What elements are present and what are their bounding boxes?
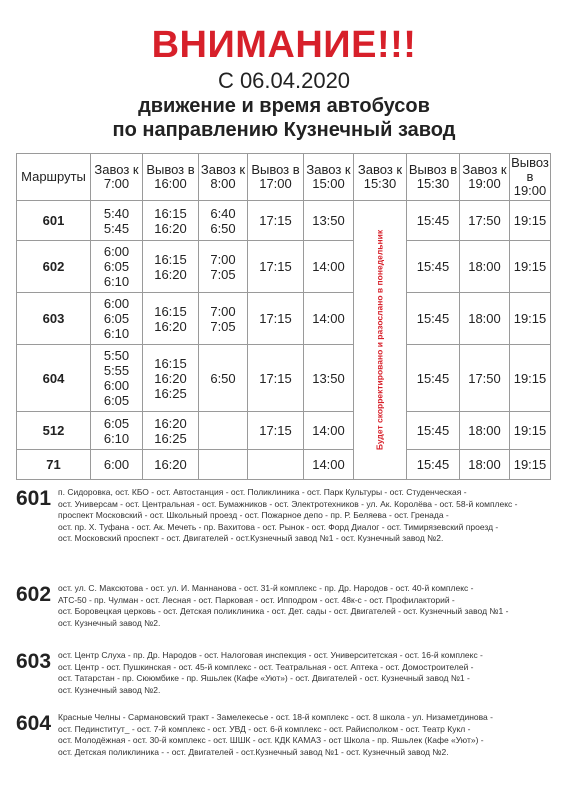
notice-title: ВНИМАНИЕ!!! <box>151 24 417 66</box>
time-cell: 16:20 <box>143 450 199 480</box>
time-cell <box>199 450 248 480</box>
time-cell: 5:40 5:45 <box>91 201 143 241</box>
subtitle-line-1: движение и время автобусов <box>138 95 430 117</box>
route-number: 604 <box>16 712 52 735</box>
col-header: Завоз к 15:00 <box>304 154 354 201</box>
stops-line: АТС-50 - пр. Чулман - ост. Лесная - ост. Парковая - ост. Ипподром - ост. 48к-с - ост. Профилакторий - <box>58 594 455 605</box>
route-cell: 603 <box>17 293 91 345</box>
table-row <box>17 345 551 412</box>
route-cell: 602 <box>17 241 91 293</box>
stops-line: п. Сидоровка, ост. КБО - ост. Автостанция - ост. Поликлиника - ост. Парк Культуры - ост. Студенческая - <box>58 487 467 497</box>
col-header: Завоз к 8:00 <box>199 154 248 201</box>
stops-line: ост. Московский проспект - ост. Двигателей - ост.Кузнечный завод №1 - ост. Кузнечный завод №2. <box>58 533 444 543</box>
time-cell: 19:15 <box>510 293 551 345</box>
time-cell: 18:00 <box>460 241 510 293</box>
stops-line: ост. Кузнечный завод №2. <box>58 617 161 628</box>
time-cell <box>199 412 248 450</box>
table-row <box>17 412 551 450</box>
route-cell: 601 <box>17 201 91 241</box>
time-cell: 14:00 <box>304 450 354 480</box>
stops-line: ост. Центр - ост. Пушкинская - ост. 45-й комплекс - ост. Театральная - ост. Аптека - ост. Домостроителей - <box>58 661 474 672</box>
time-cell: 18:00 <box>460 412 510 450</box>
time-cell: 18:00 <box>460 450 510 480</box>
col-header: Вывоз в 15:30 <box>407 154 460 201</box>
time-cell: 6:05 6:10 <box>91 412 143 450</box>
table-header-row <box>17 154 551 201</box>
stops-line: ост. Детская поликлиника - - ост. Двигателей - ост.Кузнечный завод №1 - ост. Кузнечный завод №2. <box>58 746 449 757</box>
time-cell: 13:50 <box>304 345 354 412</box>
time-cell: 16:15 16:20 16:25 <box>143 345 199 412</box>
route-stops-text <box>58 583 558 629</box>
route-stops-text <box>58 712 558 758</box>
time-cell: 15:45 <box>407 201 460 241</box>
col-header: Вывоз в 19:00 <box>510 154 551 201</box>
time-cell: 17:50 <box>460 201 510 241</box>
time-cell: 19:15 <box>510 412 551 450</box>
time-cell: 17:15 <box>248 241 304 293</box>
time-cell: 15:45 <box>407 345 460 412</box>
stops-line: проспект Московский - ост. Школьный проезд - ост. Пожарное депо - пр. Р. Беляева - ост. Гренада - <box>58 510 449 520</box>
time-cell: 6:00 6:05 6:10 <box>91 293 143 345</box>
col-header: Завоз к 7:00 <box>91 154 143 201</box>
vertical-note: Будет скорректировано и разослано в понедельник <box>374 229 385 451</box>
effective-date: С 06.04.2020 <box>217 68 351 93</box>
stops-line: ост. Молодёжная - ост. 30-й комплекс - ост. ШШК - ост. КДК КАМАЗ - ост Школа - пр. Яшьлек (Кафе «Уют») - <box>58 735 484 745</box>
table-row <box>17 201 551 241</box>
col-header: Вывоз в 17:00 <box>248 154 304 201</box>
stops-line: ост. Центр Слуха - пр. Др. Народов - ост. Налоговая инспекция - ост. Университетская - ост. 16-й комплекс - <box>58 650 483 660</box>
time-cell: 15:45 <box>407 412 460 450</box>
time-cell: 17:15 <box>248 201 304 241</box>
col-header: Маршруты <box>17 154 91 201</box>
time-cell: 17:15 <box>248 293 304 345</box>
table-row <box>17 450 551 480</box>
subtitle-line-2: по направлению Кузнечный завод <box>112 119 456 141</box>
time-cell: 16:15 16:20 <box>143 293 199 345</box>
stops-line: ост. Боровецкая церковь - ост. Детская поликлиника - ост. Дет. сады - ост. Двигателей - ост. Кузнечный завод №1 - <box>58 606 509 616</box>
col-header: Вывоз в 16:00 <box>143 154 199 201</box>
time-cell: 6:00 6:05 6:10 <box>91 241 143 293</box>
note-cell <box>354 201 407 480</box>
route-cell: 512 <box>17 412 91 450</box>
time-cell: 19:15 <box>510 241 551 293</box>
table-row <box>17 293 551 345</box>
route-number: 601 <box>16 487 52 510</box>
time-cell: 19:15 <box>510 450 551 480</box>
stops-line: Красные Челны - Сармановский тракт - Замелекесье - ост. 18-й комплекс - ост. 8 школа - ул. Низаметдинова - <box>58 712 493 722</box>
time-cell: 19:15 <box>510 345 551 412</box>
table-row <box>17 241 551 293</box>
route-cell: 71 <box>17 450 91 480</box>
stops-line: ост. Пединститут_ - ост. 7-й комплекс - ост. УВД - ост. 6-й комплекс - ост. Райисполком - ост. Театр Кукл - <box>58 723 471 734</box>
time-cell: 17:50 <box>460 345 510 412</box>
time-cell: 16:15 16:20 <box>143 241 199 293</box>
route-stops-text <box>58 487 558 545</box>
col-header: Завоз к 15:30 <box>354 154 407 201</box>
route-number: 602 <box>16 583 52 606</box>
time-cell: 13:50 <box>304 201 354 241</box>
time-cell: 5:50 5:55 6:00 6:05 <box>91 345 143 412</box>
time-cell: 7:00 7:05 <box>199 293 248 345</box>
time-cell: 17:15 <box>248 345 304 412</box>
schedule-table <box>16 153 551 480</box>
time-cell: 16:20 16:25 <box>143 412 199 450</box>
col-header: Завоз к 19:00 <box>460 154 510 201</box>
time-cell: 14:00 <box>304 241 354 293</box>
stops-line: ост. пр. Х. Туфана - ост. Ак. Мечеть - пр. Вахитова - ост. Рынок - ост. Форд Диалог - ост. Тимирязевский проезд - <box>58 521 499 532</box>
time-cell: 15:45 <box>407 241 460 293</box>
time-cell: 6:40 6:50 <box>199 201 248 241</box>
route-cell: 604 <box>17 345 91 412</box>
route-stops-text <box>58 650 558 696</box>
time-cell: 19:15 <box>510 201 551 241</box>
time-cell: 17:15 <box>248 412 304 450</box>
time-cell: 15:45 <box>407 450 460 480</box>
time-cell: 7:00 7:05 <box>199 241 248 293</box>
route-number: 603 <box>16 650 52 673</box>
stops-line: ост. ул. С. Максютова - ост. ул. И. Маннанова - ост. 31-й комплекс - пр. Др. Народов - ост. 40-й комплекс - <box>58 583 474 593</box>
time-cell: 6:50 <box>199 345 248 412</box>
time-cell: 18:00 <box>460 293 510 345</box>
time-cell: 6:00 <box>91 450 143 480</box>
stops-line: ост. Кузнечный завод №2. <box>58 684 161 695</box>
time-cell: 15:45 <box>407 293 460 345</box>
time-cell: 16:15 16:20 <box>143 201 199 241</box>
time-cell <box>248 450 304 480</box>
time-cell: 14:00 <box>304 412 354 450</box>
time-cell: 14:00 <box>304 293 354 345</box>
stops-line: ост. Универсам - ост. Центральная - ост. Бумажников - ост. Электротехников - ул. Ак. Королёва - ост. 58-й комплекс - <box>58 498 518 509</box>
stops-line: ост. Татарстан - пр. Сююмбике - пр. Яшьлек (Кафе «Уют») - ост. Двигателей - ост. Кузнечный завод №1 - <box>58 673 470 683</box>
